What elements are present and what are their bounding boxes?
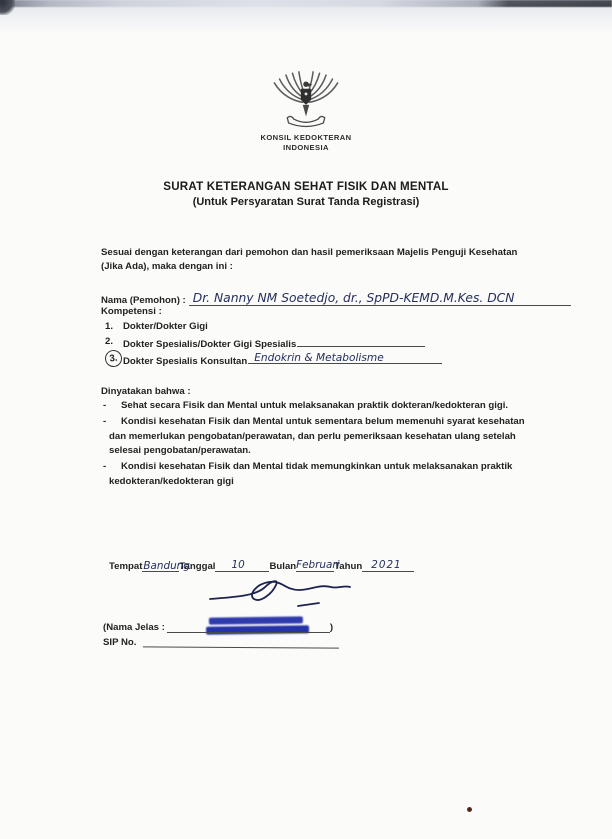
nama-jelas-label: (Nama Jelas : bbox=[103, 622, 165, 633]
document-title: SURAT KETERANGAN SEHAT FISIK DAN MENTAL bbox=[163, 180, 449, 193]
bulan-label: Bulan bbox=[269, 561, 297, 572]
competence-option-3 bbox=[101, 350, 541, 365]
garuda-eagle-icon bbox=[268, 70, 344, 132]
blank-underline bbox=[297, 335, 425, 347]
name-field bbox=[189, 290, 571, 306]
sip-row bbox=[103, 635, 339, 648]
scan-corner-mark bbox=[0, 0, 15, 15]
tahun-label: Tahun bbox=[334, 561, 363, 572]
sip-label: SIP No. bbox=[103, 637, 137, 648]
organization-line1: KONSIL KEDOKTERAN bbox=[260, 133, 352, 142]
tahun-handwriting: 2021 bbox=[371, 559, 402, 571]
option-label: Dokter Spesialis/Dokter Gigi Spesialis bbox=[123, 339, 297, 350]
competence-options bbox=[101, 320, 541, 365]
signature-ink bbox=[206, 575, 356, 611]
competence-option-2 bbox=[101, 335, 541, 350]
sip-underline bbox=[143, 634, 339, 648]
circled-option-number: 3. bbox=[104, 349, 123, 368]
tanggal-handwriting: 10 bbox=[231, 559, 245, 571]
bulan-field bbox=[296, 556, 340, 572]
statement-text: Sehat secara Fisik dan Mental untuk melaksanakan praktik dokteran/kedokteran gigi. bbox=[121, 400, 509, 411]
tanggal-field bbox=[215, 556, 269, 572]
nama-jelas-row bbox=[103, 620, 333, 633]
ink-dot-artifact bbox=[467, 807, 472, 812]
dash-bullet: - bbox=[103, 416, 107, 428]
specialty-underline bbox=[248, 350, 442, 364]
option-number: 2. bbox=[105, 336, 114, 347]
option-label: Dokter/Dokter Gigi bbox=[123, 321, 208, 332]
intro-paragraph: Sesuai dengan keterangan dari pemohon dan hasil pemeriksaan Majelis Penguji Kesehatan (Jika Ada), maka dengan ini : bbox=[101, 247, 518, 272]
statement-text: Kondisi kesehatan Fisik dan Mental untuk sementara belum memenuhi syarat kesehatan dan memerlukan pengobatan/perawatan, dan perlu pemeriksaan kesehatan ulang setelah selesai pengobatan/perawatan. bbox=[109, 416, 525, 457]
tempat-label: Tempat bbox=[109, 561, 143, 572]
statement-heading: Dinyatakan bahwa : bbox=[101, 386, 191, 397]
statement-item-1 bbox=[101, 399, 533, 414]
scan-edge-shadow-top bbox=[0, 0, 612, 7]
statement-list bbox=[101, 399, 533, 491]
statement-text: Kondisi kesehatan Fisik dan Mental tidak memungkinkan untuk melaksanakan praktik kedokteran/kedokteran gigi bbox=[109, 461, 513, 487]
nama-jelas-underline bbox=[167, 620, 330, 633]
competence-option-1 bbox=[101, 320, 541, 335]
name-handwriting: Dr. Nanny NM Soetedjo, dr., SpPD-KEMD.M.Kes. DCN bbox=[192, 291, 515, 305]
tempat-handwriting: Bandung bbox=[143, 560, 190, 572]
statement-item-3 bbox=[101, 460, 533, 489]
document-subtitle: (Untuk Persyaratan Surat Tanda Registrasi) bbox=[192, 196, 420, 208]
organization-name bbox=[0, 133, 612, 153]
garuda-pancasila-emblem bbox=[0, 70, 612, 137]
competence-label: Kompetensi : bbox=[101, 306, 162, 317]
tahun-field bbox=[362, 556, 414, 572]
option-label: Dokter Spesialis Konsultan bbox=[123, 356, 248, 367]
name-row bbox=[101, 290, 571, 306]
option-number: 1. bbox=[105, 321, 114, 332]
dash-bullet: - bbox=[103, 400, 107, 411]
tanggal-label: Tanggal bbox=[179, 561, 216, 572]
name-label: Nama (Pemohon) : bbox=[101, 295, 186, 306]
specialty-handwriting: Endokrin & Metabolisme bbox=[254, 352, 384, 364]
place-date-row bbox=[101, 556, 414, 572]
close-paren: ) bbox=[329, 622, 334, 633]
statement-item-2 bbox=[101, 415, 533, 459]
organization-line2: INDONESIA bbox=[283, 143, 329, 152]
bulan-handwriting: Februari bbox=[296, 559, 340, 571]
dash-bullet: - bbox=[103, 461, 107, 473]
tempat-field bbox=[142, 556, 190, 572]
